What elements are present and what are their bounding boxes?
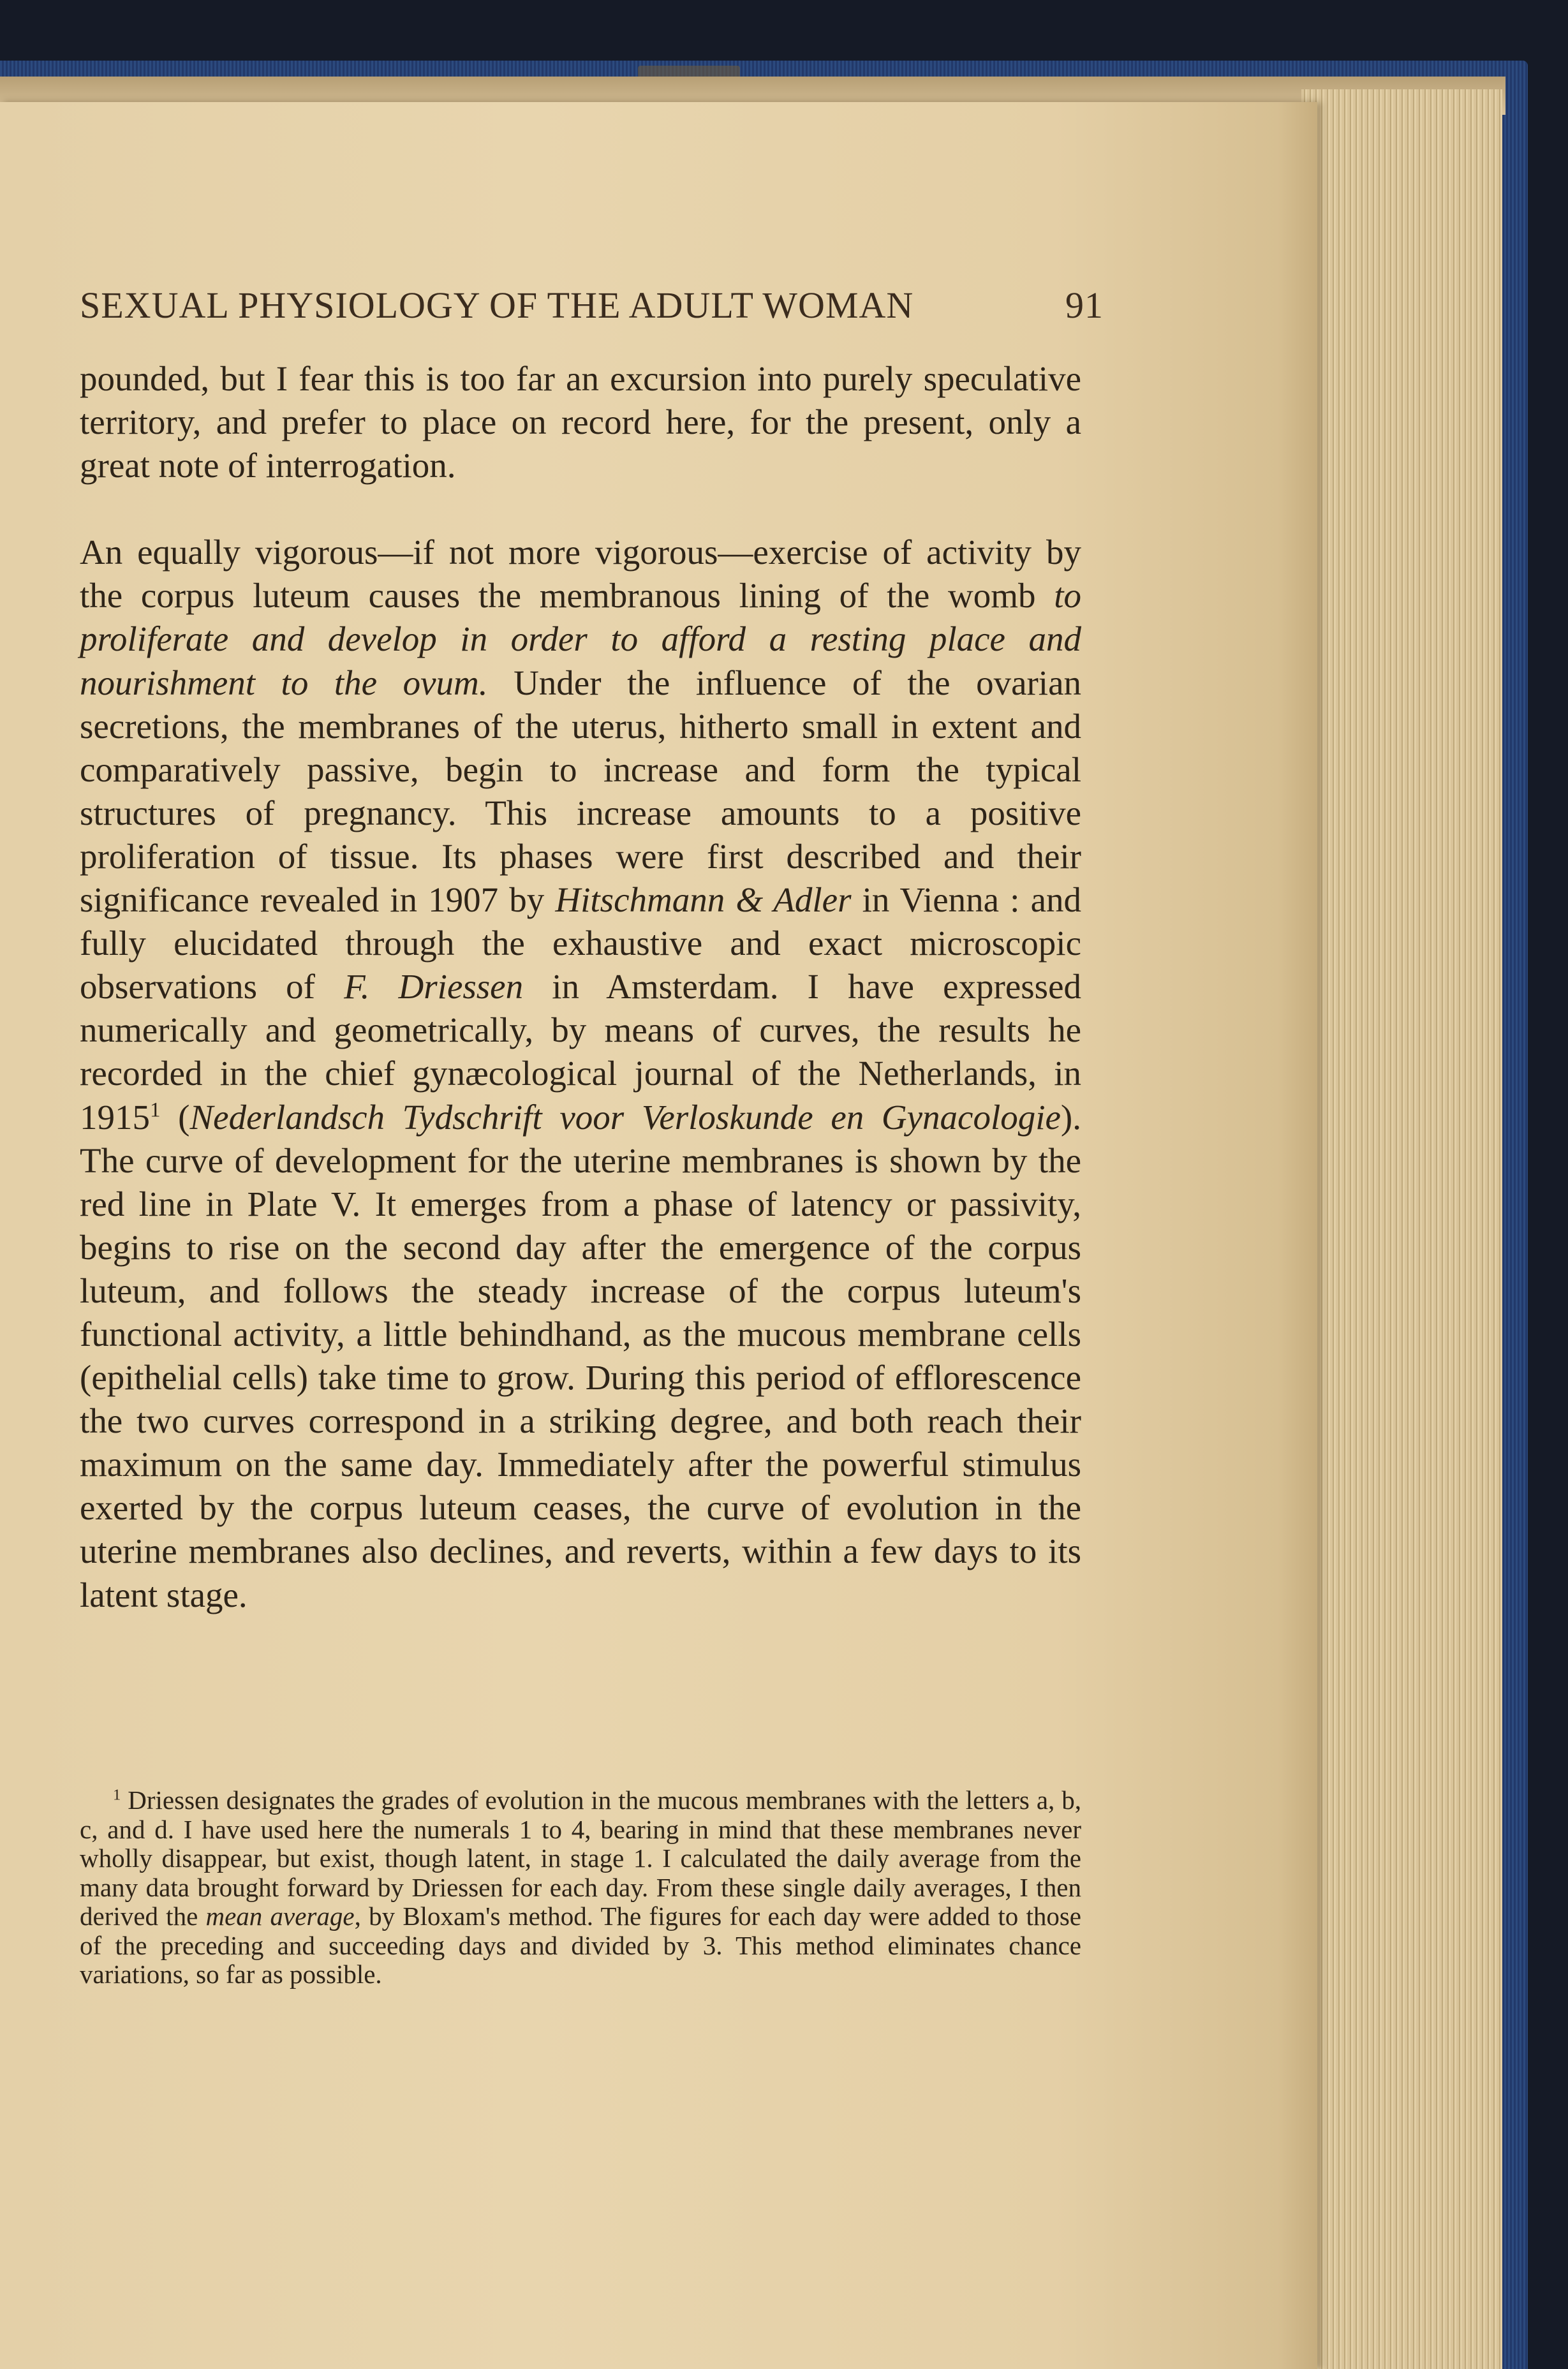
page-block-side-edge bbox=[1301, 89, 1502, 2369]
body-text bbox=[80, 357, 1081, 1617]
paragraph-1: pounded, but I fear this is too far an excursion into purely speculative territory, and prefer to place on record here, for the present, only a great note of interrogation. bbox=[80, 359, 1081, 485]
footnote-text-b: , by Bloxam's method. The figures for each day were added to those of the preceding and succeeding days and divided by 3. This method eliminates chance variations, so far as possible. bbox=[80, 1901, 1081, 1989]
running-head-title: SEXUAL PHYSIOLOGY OF THE ADULT WOMAN bbox=[80, 284, 914, 326]
paragraph-2-text-b: Under the influence of the ovarian secretions, the membranes of the uterus, hitherto small in extent and comparatively passive, begin to increase and form the typical structures of pregnancy. This increase amounts to a positive proliferation of tissue. Its phases were first described and their significance revealed in 1907 by bbox=[80, 663, 1081, 920]
footnote-text-a: Driessen designates the grades of evolution in the mucous membranes with the letters a, b, c, and d. I have used here the numerals 1 to 4, bearing in mind that these membranes never wholly disappear, but exist, though latent, in stage 1. I calculated the daily average from the many data brought forward by Driessen for each day. From these single daily averages, I then derived the bbox=[80, 1785, 1081, 1931]
author-citation-hitschmann-adler: Hitschmann & Adler bbox=[555, 880, 852, 920]
emphasis-proliferate: to proliferate and develop in order to afford a resting place and nourishment to the ovum. bbox=[80, 576, 1081, 702]
footnote-marker: 1 bbox=[113, 1786, 121, 1804]
footnote-text bbox=[80, 1786, 1081, 1989]
paragraph-2-text-c: in Vienna : and fully elucidated through the exhaustive and exact microscopic observations of bbox=[80, 880, 1082, 1007]
footnote-reference: 1 bbox=[150, 1098, 161, 1122]
paragraph-2-text-a: An equally vigorous—if not more vigorous—exercise of activity by the corpus luteum causes the membranous lining of the womb bbox=[80, 533, 1081, 616]
footnote-emphasis-mean-average: mean average bbox=[205, 1901, 355, 1931]
page-number: 91 bbox=[1065, 284, 1104, 326]
footnote bbox=[80, 1786, 1081, 1989]
journal-title: Nederlandsch Tydschrift voor Verloskunde en Gynacologie bbox=[189, 1097, 1061, 1137]
paragraph-2 bbox=[80, 531, 1081, 1616]
author-citation-driessen: F. Driessen bbox=[344, 967, 524, 1007]
paragraph-2-text-e: ( bbox=[160, 1097, 190, 1137]
paragraph-2-text-d: in Amsterdam. I have expressed numerically and geometrically, by means of curves, the results he recorded in the chief gynæcological journal of the Netherlands, in 1915 bbox=[80, 967, 1081, 1137]
running-head bbox=[80, 284, 1104, 328]
paragraph-2-text-f: ). The curve of development for the uterine membranes is shown by the red line in Plate V. It emerges from a phase of latency or passivity, begins to rise on the second day after the emergence of the corpus luteum, and follows the steady increase of the corpus luteum's functional activity, a little behindhand, as the mucous membrane cells (epithelial cells) take time to grow. During this period of efflorescence the two curves correspond in a striking degree, and both reach their maximum on the same day. Immediately after the powerful stimulus exerted by the corpus luteum ceases, the curve of evolution in the uterine membranes also declines, and reverts, within a few days to its latent stage. bbox=[80, 1097, 1081, 1614]
